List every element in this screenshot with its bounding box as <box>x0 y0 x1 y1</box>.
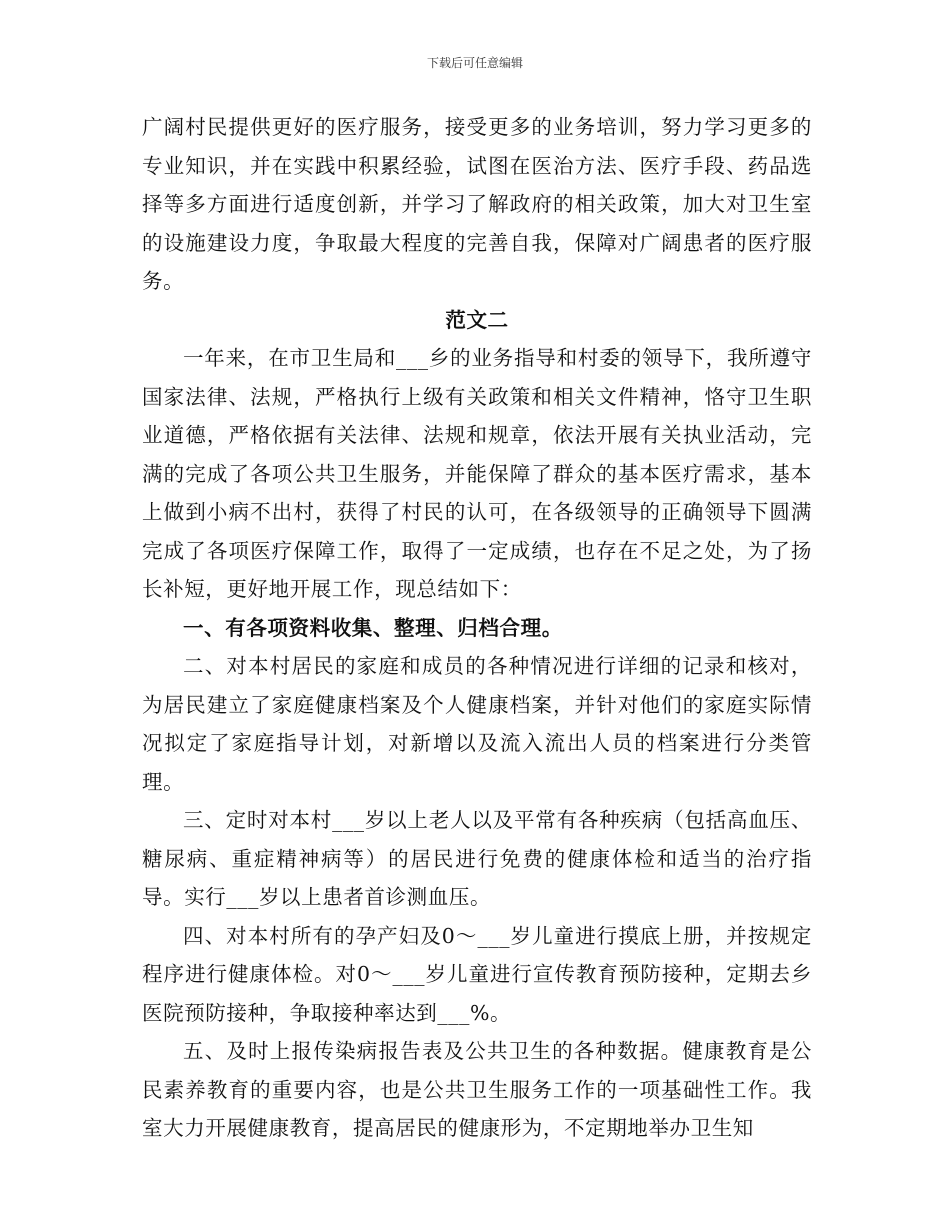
document-body <box>142 108 812 1148</box>
paragraph-item-3: 三、定时对本村___岁以上老人以及平常有各种疾病（包括高血压、糖尿病、重症精神病等）的居民进行免费的健康体检和适当的治疗指导。实行___岁以上患者首诊测血压。 <box>142 808 812 909</box>
paragraph-item-4: 四、对本村所有的孕产妇及0～___岁儿童进行摸底上册，并按规定程序进行健康体检。对0～___岁儿童进行宣传教育预防接种，定期去乡医院预防接种，争取接种率达到___%。 <box>142 923 812 1025</box>
paragraph-intro: 一年来，在市卫生局和___乡的业务指导和村委的领导下，我所遵守国家法律、法规，严格执行上级有关政策和相关文件精神，恪守卫生职业道德，严格依据有关法律、法规和规章，依法开展有关执业活动，完满的完成了各项公共卫生服务，并能保障了群众的基本医疗需求，基本上做到小病不出村，获得了村民的认可，在各级领导的正确领导下圆满完成了各项医疗保障工作，取得了一定成绩，也存在不足之处，为了扬长补短，更好地开展工作，现总结如下： <box>142 346 812 601</box>
paragraph-item-1: 一、有各项资料收集、整理、归档合理。 <box>183 615 563 640</box>
paragraph-continuation: 广阔村民提供更好的医疗服务，接受更多的业务培训，努力学习更多的专业知识，并在实践中积累经验，试图在医治方法、医疗手段、药品选择等多方面进行适度创新，并学习了解政府的相关政策，加大对卫生室的设施建设力度，争取最大程度的完善自我，保障对广阔患者的医疗服务。 <box>142 115 812 293</box>
paragraph-item-2: 二、对本村居民的家庭和成员的各种情况进行详细的记录和核对，为居民建立了家庭健康档案及个人健康档案，并针对他们的家庭实际情况拟定了家庭指导计划，对新增以及流入流出人员的档案进行分类管理。 <box>142 654 812 794</box>
page-header: 下载后可任意编辑 <box>426 56 523 70</box>
section-title: 范文二 <box>445 307 509 332</box>
paragraph-item-5: 五、及时上报传染病报告表及公共卫生的各种数据。健康教育是公民素养教育的重要内容，也是公共卫生服务工作的一项基础性工作。我室大力开展健康教育，提高居民的健康形为，不定期地举办卫生知 <box>142 1039 812 1140</box>
